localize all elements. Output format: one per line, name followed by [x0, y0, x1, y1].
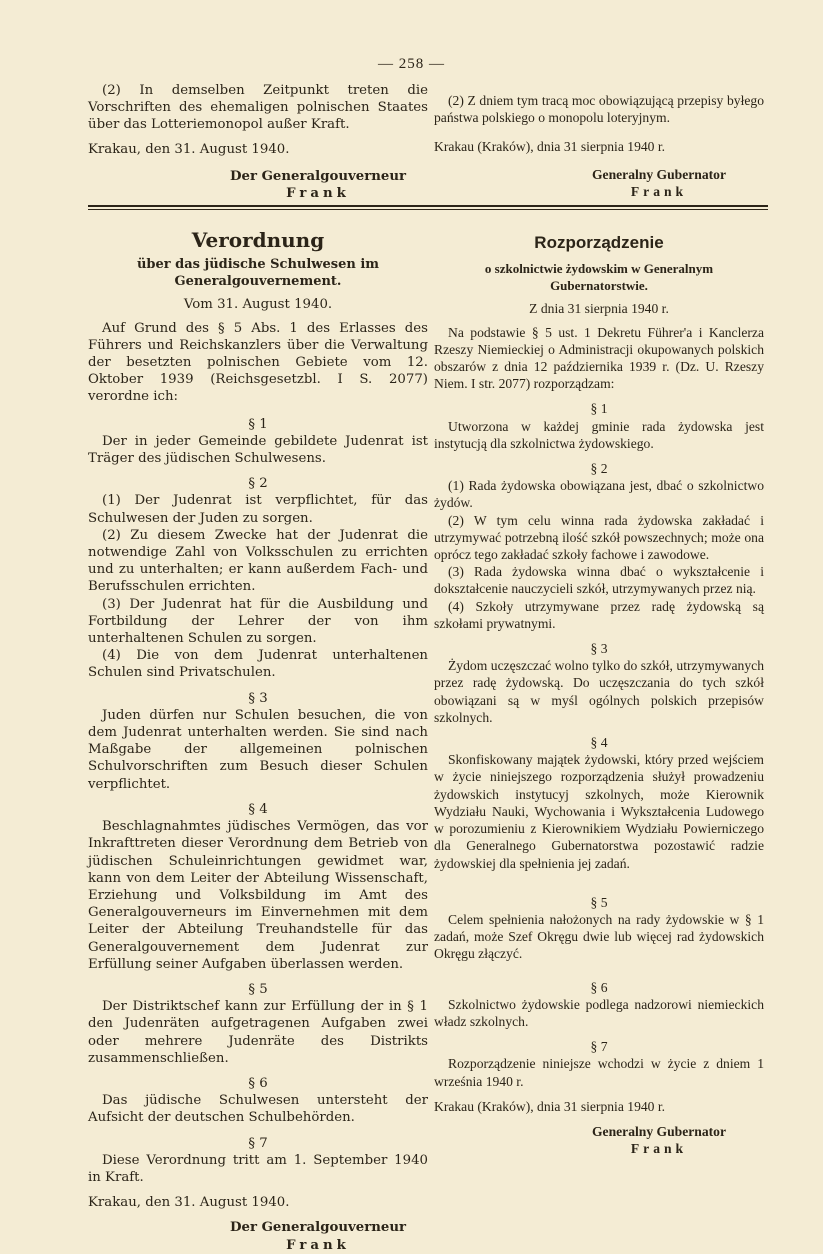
- de-section-5-heading: § 5: [248, 981, 268, 997]
- pl-section-1-heading: § 1: [590, 401, 608, 417]
- pl-section-5-heading: § 5: [590, 894, 608, 910]
- de-signature-name: Frank: [286, 1237, 350, 1253]
- top-de-signature-name: Frank: [286, 186, 350, 202]
- de-section-6: Das jüdische Schulwesen untersteht der Aufsicht der deutschen Schulbehörden.: [88, 1093, 428, 1126]
- pl-section-3-heading: § 3: [590, 641, 608, 657]
- de-section-2-para-1: (1) Der Judenrat ist verpflichtet, für das Schulwesen der Juden zu sorgen.: [88, 493, 428, 526]
- pl-place-date: Krakau (Kraków), dnia 31 sierpnia 1940 r.: [434, 1098, 666, 1114]
- pl-section-2-para-2: (2) W tym celu winna rada żydowska zakładać i utrzymywać potrzebną ilość szkół powszechnych; może ona oprócz tego zakładać szkoły fachowe i zawodowe.: [434, 512, 764, 563]
- top-de-paragraph: (2) In demselben Zeitpunkt treten die Vorschriften des ehemaligen polnischen Staates über das Lotteriemonopol außer Kraft.: [88, 83, 428, 133]
- section-divider-thin: [88, 209, 768, 210]
- de-place-date: Krakau, den 31. August 1940.: [88, 1195, 290, 1211]
- top-de-signature-label: Der Generalgouverneur: [229, 168, 407, 184]
- top-polish-column: [434, 92, 764, 200]
- de-section-4-heading: § 4: [248, 801, 268, 817]
- de-section-7: Diese Verordnung tritt am 1. September 1940 in Kraft.: [88, 1152, 428, 1185]
- polish-ordinance: [434, 232, 764, 1157]
- pl-signature-label: Generalny Gubernator: [591, 1123, 727, 1139]
- de-section-7-heading: § 7: [248, 1135, 268, 1151]
- top-pl-paragraph: (2) Z dniem tym tracą moc obowiązującą przepisy byłego państwa polskiego o monopolu loteryjnym.: [434, 93, 764, 126]
- pl-title: Rozporządzenie: [534, 233, 664, 252]
- pl-section-2-para-4: (4) Szkoły utrzymywane przez radę żydowską są szkołami prywatnymi.: [434, 598, 764, 631]
- pl-section-2-para-1: (1) Rada żydowska obowiązana jest, dbać o szkolnictwo żydów.: [434, 478, 764, 511]
- page-number: — 258 —: [378, 56, 445, 72]
- pl-section-1: Utworzona w każdej gminie rada żydowska jest instytucją dla szkolnictwa żydowskiego.: [434, 418, 764, 451]
- pl-section-3: Żydom uczęszczać wolno tylko do szkół, utrzymywanych przez radę żydowską. Do uczęszczania do tych szkół obowiązani są w myśl ogólnych polskich przepisów szkolnych.: [434, 658, 764, 725]
- pl-section-6-heading: § 6: [590, 979, 608, 995]
- top-de-date: Krakau, den 31. August 1940.: [88, 141, 290, 157]
- de-section-2-para-2: (2) Zu diesem Zwecke hat der Judenrat die notwendige Zahl von Volksschulen zu errichten und zu unterhalten; er kann außerdem Fach- und Berufsschulen errichten.: [88, 527, 428, 595]
- pl-date: Z dnia 31 sierpnia 1940 r.: [529, 301, 669, 317]
- de-section-2-heading: § 2: [248, 476, 268, 492]
- de-section-3: Juden dürfen nur Schulen besuchen, die von dem Judenrat unterhalten werden. Sie sind nach Maßgabe der allgemeinen polnischen Schulvorschriften zum Besuch dieser Schulen verpflichtet.: [88, 707, 428, 792]
- section-divider: [88, 205, 768, 207]
- pl-section-6: Szkolnictwo żydowskie podlega nadzorowi niemieckich władz szkolnych.: [434, 996, 764, 1029]
- de-date: Vom 31. August 1940.: [183, 297, 333, 313]
- de-section-5: Der Distriktschef kann zur Erfüllung der in § 1 den Judenräten aufgetragenen Aufgaben zwei oder mehrere Judenräte des Distrikts zusammenschließen.: [88, 999, 428, 1066]
- de-subtitle: über das jüdische Schulwesen im Generalgouvernement.: [136, 257, 380, 290]
- de-section-4: Beschlagnahmtes jüdisches Vermögen, das vor Inkrafttreten dieser Verordnung dem Betrieb von jüdischen Schuleinrichtungen gewidmet war, kann von dem Leiter der Abteilung Wissenschaft, Erziehung und Volksbildung im Amt des Generalgouverneurs im Einvernehmen mit dem Leiter der Abteilung Treuhandstelle für das Generalgouvernement dem Judenrat zur Erfüllung seiner Aufgaben überlassen werden.: [88, 819, 428, 972]
- top-pl-signature-label: Generalny Gubernator: [591, 166, 727, 182]
- de-section-2-para-4: (4) Die von dem Judenrat unterhaltenen Schulen sind Privatschulen.: [88, 648, 428, 681]
- pl-section-2-heading: § 2: [590, 461, 608, 477]
- pl-section-7-heading: § 7: [590, 1039, 608, 1055]
- de-section-2-para-3: (3) Der Judenrat hat für die Ausbildung und Fortbildung der Lehrer der von ihm unterhaltenen Schulen zu sorgen.: [88, 596, 428, 647]
- de-signature-label: Der Generalgouverneur: [229, 1220, 407, 1236]
- pl-intro: Na podstawie § 5 ust. 1 Dekretu Führer'a i Kanclerza Rzeszy Niemieckiej o Administracji okupowanych polskich obszarów z dnia 12 października 1939 r. (Dz. U. Rzeszy Niem. I str. 2077) rozporządzam:: [434, 324, 764, 392]
- pl-section-4-heading: § 4: [590, 735, 608, 751]
- de-section-6-heading: § 6: [248, 1075, 268, 1091]
- de-section-1-heading: § 1: [248, 416, 268, 432]
- pl-section-4: Skonfiskowany majątek żydowski, który przed wejściem w życie niniejszego rozporządzenia służył prowadzeniu żydowskich instytucyj szkolnych, może Kierownik Wydziału Nauki, Wychowania i Wykształcenia Ludowego w porozumieniu z Kierownikiem Wydziału Powierniczego dla Generalnego Gubernatorstwa pozostawić radzie żydowskiej dla spełnienia jej zadań.: [434, 752, 764, 871]
- top-german-column: [88, 82, 428, 202]
- german-ordinance: [88, 228, 428, 1254]
- pl-subtitle: o szkolnictwie żydowskim w Generalnym Gubernatorstwie.: [484, 261, 714, 294]
- top-pl-date: Krakau (Kraków), dnia 31 sierpnia 1940 r.: [434, 139, 666, 155]
- de-intro: Auf Grund des § 5 Abs. 1 des Erlasses des Führers und Reichskanzlers über die Verwaltung der besetzten polnischen Gebiete vom 12. Oktober 1939 (Reichsgesetzbl. I S. 2077) verordne ich:: [88, 320, 428, 405]
- pl-section-5: Celem spełnienia nałożonych na rady żydowskie w § 1 zadań, może Szef Okręgu dwie lub więcej rad żydowskich Okręgu złączyć.: [434, 911, 764, 962]
- pl-section-7: Rozporządzenie niniejsze wchodzi w życie z dniem 1 września 1940 r.: [434, 1056, 764, 1089]
- pl-signature-name: Frank: [630, 1141, 688, 1157]
- de-section-3-heading: § 3: [248, 690, 268, 706]
- top-pl-signature-name: Frank: [630, 183, 688, 199]
- de-title: Verordnung: [191, 228, 325, 252]
- de-section-1: Der in jeder Gemeinde gebildete Judenrat ist Träger des jüdischen Schulwesens.: [88, 433, 428, 467]
- pl-section-2-para-3: (3) Rada żydowska winna dbać o wykształcenie i dokształcenie nauczycieli szkół, utrzymywanych przez nią.: [434, 564, 764, 597]
